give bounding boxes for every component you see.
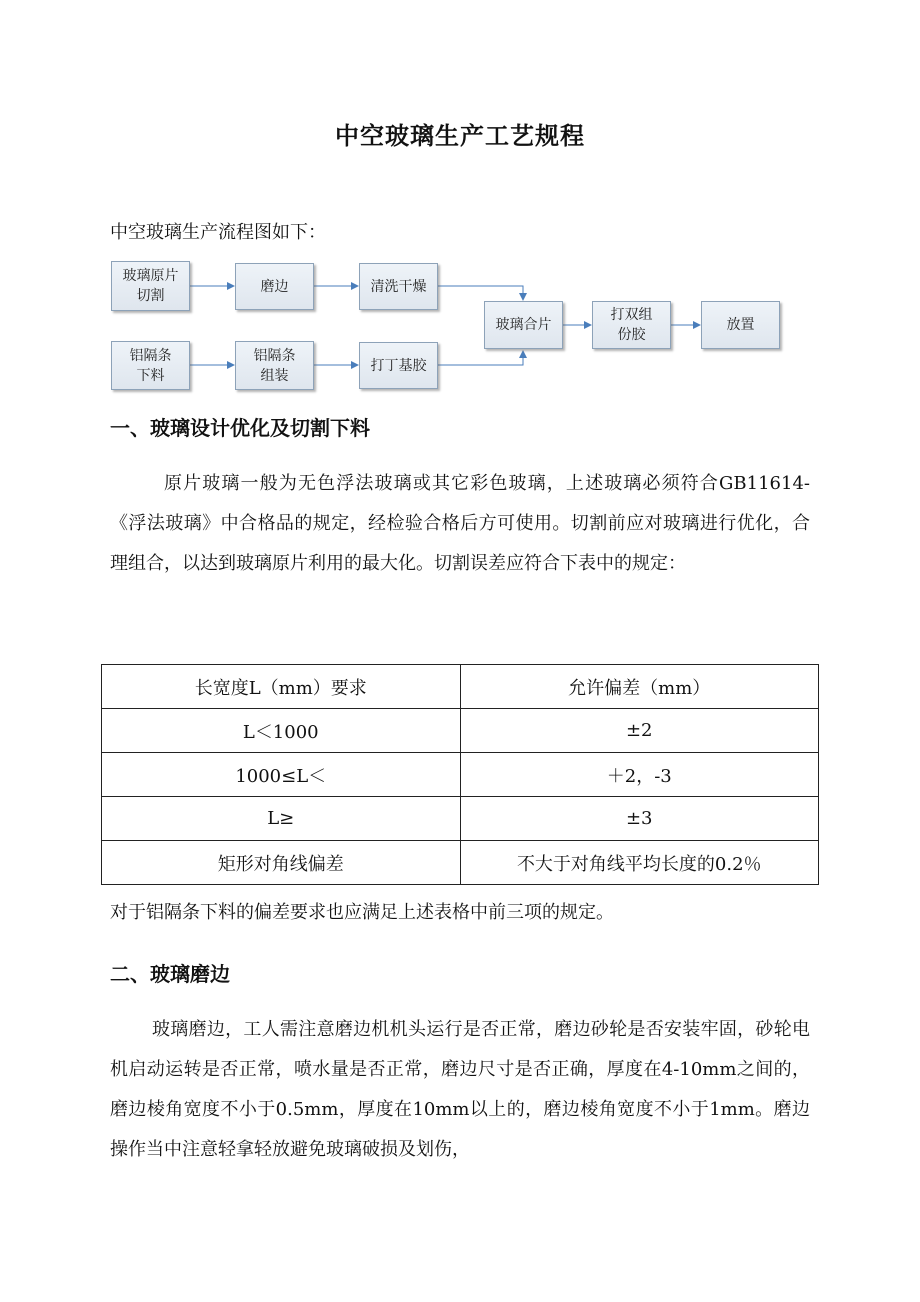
flow-node-place: 放置: [701, 301, 780, 349]
table-cell: L≥: [102, 797, 461, 841]
flowchart-intro: 中空玻璃生产流程图如下：: [110, 222, 326, 243]
table-cell: L＜1000: [102, 709, 461, 753]
table-header-cell: 长宽度L（mm）要求: [102, 665, 461, 709]
table-row: [102, 753, 819, 797]
arrow-butyl-assemble: [438, 351, 523, 365]
table-header-cell: 允许偏差（mm）: [460, 665, 819, 709]
table-row: [102, 841, 819, 885]
table-cell: 矩形对角线偏差: [102, 841, 461, 885]
flow-node-seal: 打双组 份胶: [592, 301, 671, 349]
flow-node-edge: 磨边: [235, 263, 314, 310]
section1-heading: 一、玻璃设计优化及切割下料: [110, 416, 370, 440]
table-cell: ±3: [460, 797, 819, 841]
table-cell: ±2: [460, 709, 819, 753]
table-cell: ＋2，-3: [460, 753, 819, 797]
section1-paragraph: 原片玻璃一般为无色浮法玻璃或其它彩色玻璃，上述玻璃必须符合GB11614-《浮法玻璃》中合格品的规定，经检验合格后方可使用。切割前应对玻璃进行优化，合理组合，以达到玻璃原片利用的最大化。切割误差应符合下表中的规定：: [110, 473, 810, 574]
table-header-row: [102, 665, 819, 709]
table-row: [102, 709, 819, 753]
tolerance-table: [101, 664, 819, 885]
table-cell: 不大于对角线平均长度的0.2％: [460, 841, 819, 885]
arrow-wash-assemble: [438, 286, 523, 300]
table-cell: 1000≤L＜: [102, 753, 461, 797]
section1-note: 对于铝隔条下料的偏差要求也应满足上述表格中前三项的规定。: [110, 902, 614, 923]
flow-node-cut: 玻璃原片 切割: [111, 261, 190, 311]
flow-node-wash: 清洗干燥: [359, 263, 438, 310]
flow-node-butyl: 打丁基胶: [359, 342, 438, 389]
document-title: 中空玻璃生产工艺规程: [335, 122, 585, 150]
table-row: [102, 797, 819, 841]
flowchart-connectors: [0, 0, 920, 400]
section2-heading: 二、玻璃磨边: [110, 962, 230, 986]
section2-paragraph: 玻璃磨边，工人需注意磨边机机头运行是否正常，磨边砂轮是否安装牢固，砂轮电机启动运转是否正常，喷水量是否正常，磨边尺寸是否正确，厚度在4-10mm之间的，磨边棱角宽度不小于0.5mm，厚度在10mm以上的，磨边棱角宽度不小于1mm。磨边操作当中注意轻拿轻放避免玻璃破损及划伤，: [110, 1019, 810, 1160]
flow-node-alu-cut: 铝隔条 下料: [111, 341, 190, 390]
flow-node-assemble: 玻璃合片: [484, 301, 563, 349]
flow-node-alu-assemble: 铝隔条 组装: [235, 341, 314, 390]
